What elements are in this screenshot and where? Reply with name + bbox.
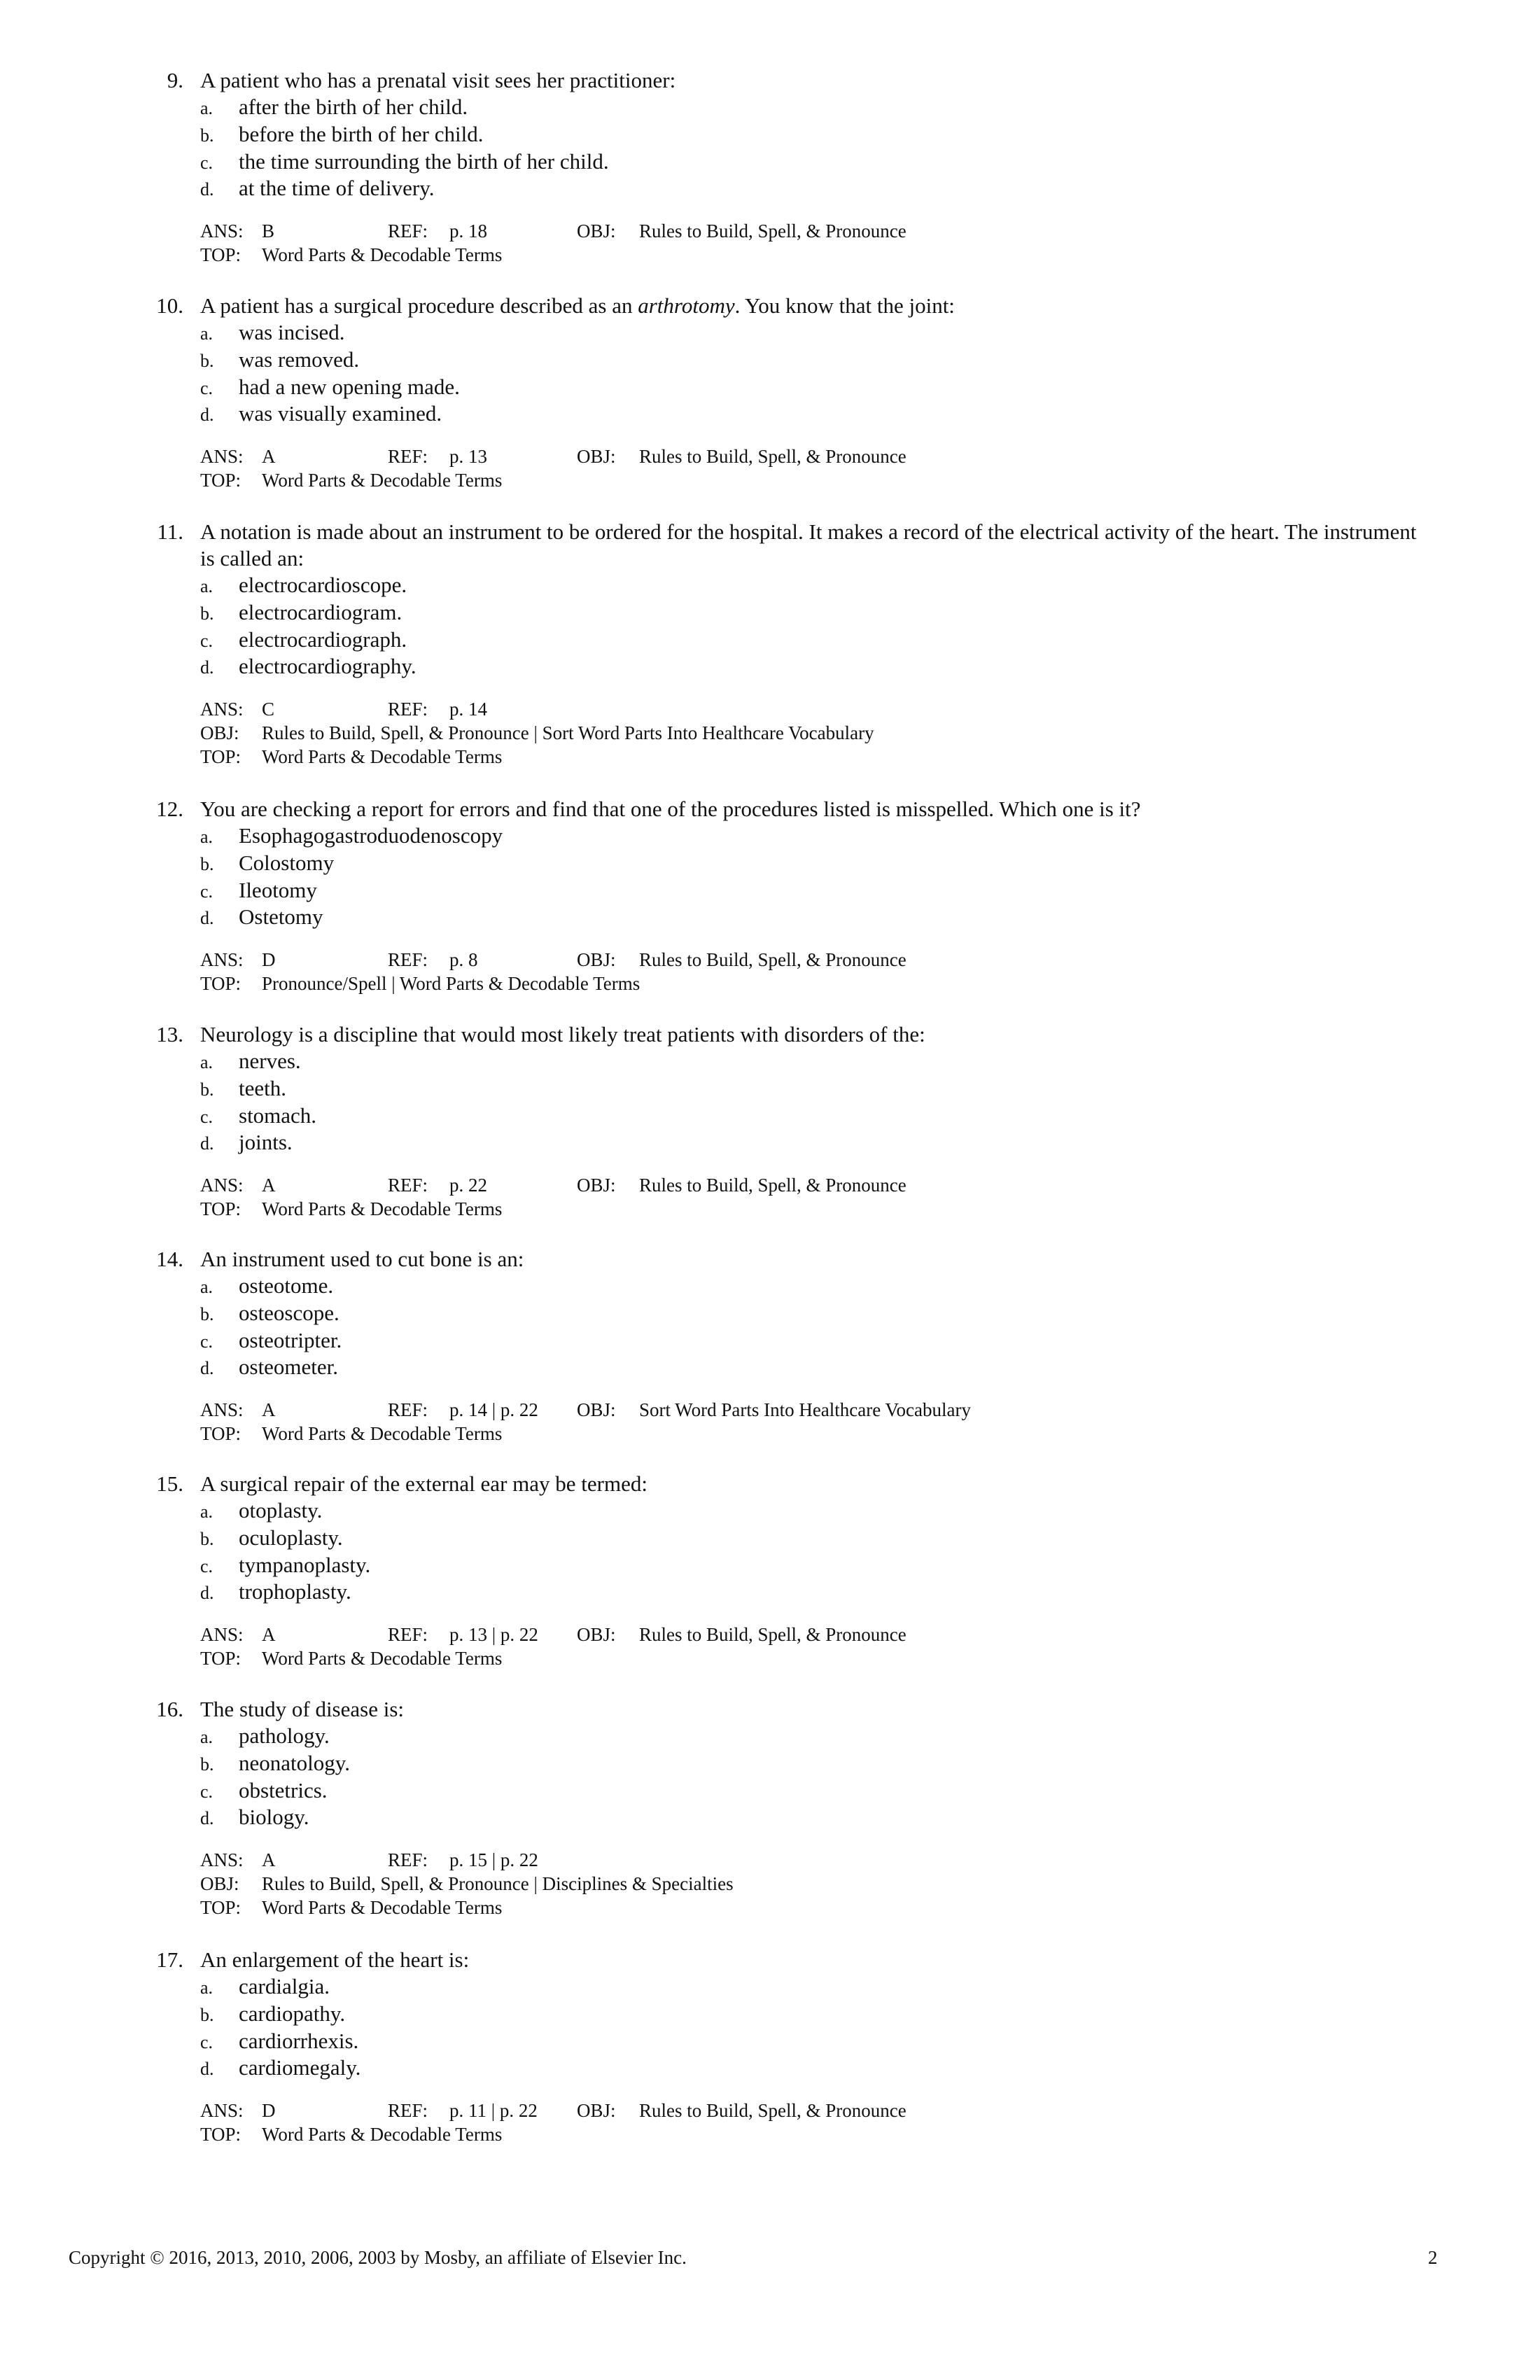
top-label: TOP: xyxy=(200,244,241,265)
option-text: biology. xyxy=(239,1805,309,1829)
obj-label: OBJ: xyxy=(200,722,239,743)
ref-value: p. 13 xyxy=(449,446,487,467)
option-a xyxy=(200,319,345,346)
option-letter: a. xyxy=(200,323,214,344)
ans-label: ANS: xyxy=(200,446,244,467)
answer-line xyxy=(200,1173,906,1197)
option-letter: c. xyxy=(200,1107,214,1127)
topic-line xyxy=(200,1197,503,1221)
option-letter: b. xyxy=(200,1079,214,1100)
ans-value: A xyxy=(262,1849,276,1870)
top-value: Word Parts & Decodable Terms xyxy=(262,1648,503,1669)
question-stem: The study of disease is: xyxy=(200,1697,405,1721)
question-stem: A notation is made about an instrument to be ordered for the hospital. It makes a record of the electrical activity of the heart. The instrument is called an: xyxy=(200,519,1417,570)
ans-label: ANS: xyxy=(200,1399,244,1420)
option-b xyxy=(200,346,359,374)
answer-line xyxy=(200,697,487,721)
topic-line xyxy=(200,1646,503,1670)
option-text: osteometer. xyxy=(239,1354,339,1379)
option-letter: b. xyxy=(200,1304,214,1324)
option-letter: d. xyxy=(200,2059,214,2079)
ref-value: p. 13 | p. 22 xyxy=(449,1624,538,1645)
obj-label: OBJ: xyxy=(577,1399,616,1420)
option-d xyxy=(200,1129,293,1156)
ans-value: D xyxy=(262,2100,276,2121)
option-text: teeth. xyxy=(239,1076,286,1100)
option-c xyxy=(200,1552,370,1579)
ref-label: REF: xyxy=(388,446,428,467)
option-text: trophoplasty. xyxy=(239,1579,351,1604)
topic-line xyxy=(200,1896,503,1919)
answer-line xyxy=(200,2099,906,2122)
ref-label: REF: xyxy=(388,1624,428,1645)
top-value: Word Parts & Decodable Terms xyxy=(262,1897,503,1918)
option-text: electrocardioscope. xyxy=(239,573,407,597)
top-value: Word Parts & Decodable Terms xyxy=(262,470,503,491)
question-number: 13. xyxy=(156,1022,183,1046)
top-value: Pronounce/Spell | Word Parts & Decodable Terms xyxy=(262,973,640,994)
question-stem: An enlargement of the heart is: xyxy=(200,1947,470,1972)
top-label: TOP: xyxy=(200,1198,241,1219)
option-letter: d. xyxy=(200,179,214,200)
ref-value: p. 14 xyxy=(449,699,487,720)
option-letter: b. xyxy=(200,351,214,371)
option-letter: a. xyxy=(200,827,214,847)
stem-text-after: . You know that the joint: xyxy=(734,293,955,318)
question-stem: A patient who has a prenatal visit sees her practitioner: xyxy=(200,68,676,92)
option-letter: a. xyxy=(200,1727,214,1747)
question-number: 14. xyxy=(156,1247,183,1271)
option-text: was removed. xyxy=(239,347,360,372)
option-letter: c. xyxy=(200,2032,214,2052)
question-stem: Neurology is a discipline that would most likely treat patients with disorders of the: xyxy=(200,1022,925,1046)
option-a xyxy=(200,572,407,599)
question-stem xyxy=(200,293,1432,319)
ref-label: REF: xyxy=(388,1849,428,1870)
option-text: cardiorrhexis. xyxy=(239,2029,359,2053)
top-label: TOP: xyxy=(200,1423,241,1444)
ans-label: ANS: xyxy=(200,1849,244,1870)
answer-line xyxy=(200,219,906,243)
top-value: Word Parts & Decodable Terms xyxy=(262,1423,503,1444)
option-text: cardiopathy. xyxy=(239,2001,346,2026)
option-letter: c. xyxy=(200,1331,214,1352)
ref-label: REF: xyxy=(388,699,428,720)
ans-value: C xyxy=(262,699,275,720)
obj-value: Rules to Build, Spell, & Pronounce xyxy=(639,446,906,467)
ref-value: p. 8 xyxy=(449,949,478,970)
ans-value: A xyxy=(262,1175,276,1196)
ref-label: REF: xyxy=(388,1399,428,1420)
option-letter: d. xyxy=(200,1358,214,1378)
option-d xyxy=(200,1804,309,1831)
ref-label: REF: xyxy=(388,220,428,241)
option-letter: d. xyxy=(200,1808,214,1828)
option-c xyxy=(200,1327,342,1354)
option-b xyxy=(200,850,334,877)
ref-value: p. 11 | p. 22 xyxy=(449,2100,538,2121)
option-letter: d. xyxy=(200,1583,214,1603)
option-d xyxy=(200,1578,351,1606)
option-b xyxy=(200,2001,345,2028)
option-d xyxy=(200,175,434,202)
ans-value: A xyxy=(262,1624,276,1645)
ans-label: ANS: xyxy=(200,2100,244,2121)
option-c xyxy=(200,148,609,176)
option-letter: b. xyxy=(200,1754,214,1774)
top-label: TOP: xyxy=(200,1897,241,1918)
ans-value: A xyxy=(262,446,276,467)
copyright-notice: Copyright © 2016, 2013, 2010, 2006, 2003 by Mosby, an affiliate of Elsevier Inc. xyxy=(69,2247,687,2268)
option-c xyxy=(200,2028,358,2055)
obj-value: Rules to Build, Spell, & Pronounce | Disciplines & Specialties xyxy=(262,1873,734,1894)
option-a xyxy=(200,1723,330,1750)
objective-line xyxy=(200,721,874,745)
option-text: osteotome. xyxy=(239,1273,334,1298)
option-letter: c. xyxy=(200,1556,214,1576)
ref-value: p. 18 xyxy=(449,220,487,241)
top-label: TOP: xyxy=(200,746,241,767)
option-text: electrocardiography. xyxy=(239,654,416,678)
obj-label: OBJ: xyxy=(577,2100,616,2121)
option-text: tympanoplasty. xyxy=(239,1553,371,1577)
ref-label: REF: xyxy=(388,2100,428,2121)
option-text: Ostetomy xyxy=(239,904,323,929)
obj-label: OBJ: xyxy=(577,446,616,467)
obj-value: Rules to Build, Spell, & Pronounce xyxy=(639,1175,906,1196)
top-value: Word Parts & Decodable Terms xyxy=(262,2124,503,2145)
ans-value: A xyxy=(262,1399,276,1420)
option-text: was incised. xyxy=(239,320,345,344)
option-letter: b. xyxy=(200,2005,214,2025)
option-letter: a. xyxy=(200,1502,214,1522)
option-text: electrocardiograph. xyxy=(239,627,407,652)
option-a xyxy=(200,822,503,850)
option-text: joints. xyxy=(239,1130,293,1154)
option-text: the time surrounding the birth of her child. xyxy=(239,149,609,174)
ref-value: p. 22 xyxy=(449,1175,487,1196)
topic-line xyxy=(200,745,503,769)
ans-value: B xyxy=(262,220,275,241)
option-text: stomach. xyxy=(239,1103,317,1128)
option-letter: d. xyxy=(200,657,214,678)
option-letter: d. xyxy=(200,1133,214,1154)
question-stem: You are checking a report for errors and find that one of the procedures listed is misspelled. Which one is it? xyxy=(200,797,1141,821)
question-number: 17. xyxy=(156,1947,183,1972)
obj-value: Sort Word Parts Into Healthcare Vocabulary xyxy=(639,1399,971,1420)
ref-value: p. 14 | p. 22 xyxy=(449,1399,538,1420)
obj-value: Rules to Build, Spell, & Pronounce xyxy=(639,1624,906,1645)
option-letter: c. xyxy=(200,631,214,651)
page-number: 2 xyxy=(1428,2247,1438,2268)
option-text: electrocardiogram. xyxy=(239,600,402,624)
topic-line xyxy=(200,972,640,995)
ans-label: ANS: xyxy=(200,1175,244,1196)
option-letter: a. xyxy=(200,1052,214,1072)
option-c xyxy=(200,877,317,904)
question-number: 12. xyxy=(156,797,183,821)
option-text: nerves. xyxy=(239,1049,301,1073)
option-letter: c. xyxy=(200,378,214,398)
option-c xyxy=(200,626,407,654)
option-d xyxy=(200,653,416,680)
option-text: was visually examined. xyxy=(239,401,442,426)
option-text: osteotripter. xyxy=(239,1328,342,1352)
option-letter: a. xyxy=(200,1977,214,1998)
topic-line xyxy=(200,2122,503,2146)
topic-line xyxy=(200,243,503,267)
option-c xyxy=(200,374,460,401)
ref-label: REF: xyxy=(388,1175,428,1196)
obj-label: OBJ: xyxy=(200,1873,239,1894)
option-b xyxy=(200,1075,286,1102)
option-a xyxy=(200,1973,330,2001)
option-letter: d. xyxy=(200,405,214,425)
option-letter: b. xyxy=(200,125,214,146)
question-number: 16. xyxy=(156,1697,183,1721)
question-number: 11. xyxy=(157,519,183,544)
option-letter: a. xyxy=(200,576,214,596)
stem-text-before: A patient has a surgical procedure described as an xyxy=(200,293,638,318)
option-text: before the birth of her child. xyxy=(239,122,484,146)
ref-label: REF: xyxy=(388,949,428,970)
option-text: Colostomy xyxy=(239,850,335,875)
option-letter: b. xyxy=(200,1529,214,1549)
obj-value: Rules to Build, Spell, & Pronounce xyxy=(639,2100,906,2121)
option-b xyxy=(200,1300,340,1327)
answer-line xyxy=(200,948,906,972)
top-label: TOP: xyxy=(200,2124,241,2145)
obj-label: OBJ: xyxy=(577,1624,616,1645)
top-value: Word Parts & Decodable Terms xyxy=(262,746,503,767)
option-letter: b. xyxy=(200,854,214,874)
stem-italic-term: arthrotomy xyxy=(638,293,735,318)
option-b xyxy=(200,1525,343,1552)
option-text: cardiomegaly. xyxy=(239,2055,361,2080)
ans-label: ANS: xyxy=(200,220,244,241)
option-a xyxy=(200,1273,333,1300)
topic-line xyxy=(200,468,503,492)
answer-line xyxy=(200,1623,906,1646)
question-stem: A surgical repair of the external ear may be termed: xyxy=(200,1471,648,1496)
option-text: cardialgia. xyxy=(239,1974,330,1998)
ans-label: ANS: xyxy=(200,1624,244,1645)
option-d xyxy=(200,2054,360,2082)
option-text: after the birth of her child. xyxy=(239,94,468,119)
option-d xyxy=(200,1354,338,1381)
ref-value: p. 15 | p. 22 xyxy=(449,1849,538,1870)
option-letter: c. xyxy=(200,881,214,902)
option-d xyxy=(200,400,442,428)
option-text: obstetrics. xyxy=(239,1778,328,1802)
option-text: neonatology. xyxy=(239,1751,350,1775)
obj-value: Rules to Build, Spell, & Pronounce | Sort Word Parts Into Healthcare Vocabulary xyxy=(262,722,874,743)
option-text: otoplasty. xyxy=(239,1498,323,1522)
top-label: TOP: xyxy=(200,470,241,491)
option-letter: d. xyxy=(200,908,214,928)
option-b xyxy=(200,1750,350,1777)
ans-label: ANS: xyxy=(200,699,244,720)
option-a xyxy=(200,1497,322,1525)
answer-line xyxy=(200,444,906,468)
option-text: pathology. xyxy=(239,1723,330,1748)
option-text: osteoscope. xyxy=(239,1301,340,1325)
top-value: Word Parts & Decodable Terms xyxy=(262,244,503,265)
option-letter: c. xyxy=(200,153,214,173)
option-text: Ileotomy xyxy=(239,878,317,902)
obj-label: OBJ: xyxy=(577,220,616,241)
top-label: TOP: xyxy=(200,973,241,994)
ans-label: ANS: xyxy=(200,949,244,970)
top-value: Word Parts & Decodable Terms xyxy=(262,1198,503,1219)
option-letter: a. xyxy=(200,98,214,118)
option-letter: c. xyxy=(200,1782,214,1802)
option-b xyxy=(200,599,402,626)
option-letter: a. xyxy=(200,1277,214,1297)
answer-line xyxy=(200,1848,538,1872)
option-text: oculoplasty. xyxy=(239,1525,343,1550)
option-b xyxy=(200,121,483,148)
topic-line xyxy=(200,1422,503,1446)
option-text: had a new opening made. xyxy=(239,374,460,399)
option-text: Esophagogastroduodenoscopy xyxy=(239,823,503,848)
question-number: 9. xyxy=(167,68,183,92)
obj-value: Rules to Build, Spell, & Pronounce xyxy=(639,220,906,241)
option-c xyxy=(200,1102,316,1130)
top-label: TOP: xyxy=(200,1648,241,1669)
option-d xyxy=(200,904,323,931)
obj-label: OBJ: xyxy=(577,1175,616,1196)
option-text: at the time of delivery. xyxy=(239,176,435,200)
option-a xyxy=(200,1048,301,1075)
answer-line xyxy=(200,1398,971,1422)
ans-value: D xyxy=(262,949,276,970)
obj-label: OBJ: xyxy=(577,949,616,970)
question-number: 10. xyxy=(156,293,183,318)
option-a xyxy=(200,94,468,121)
question-stem: An instrument used to cut bone is an: xyxy=(200,1247,524,1271)
option-letter: b. xyxy=(200,603,214,624)
obj-value: Rules to Build, Spell, & Pronounce xyxy=(639,949,906,970)
objective-line xyxy=(200,1872,734,1896)
option-c xyxy=(200,1777,328,1805)
question-number: 15. xyxy=(156,1471,183,1496)
